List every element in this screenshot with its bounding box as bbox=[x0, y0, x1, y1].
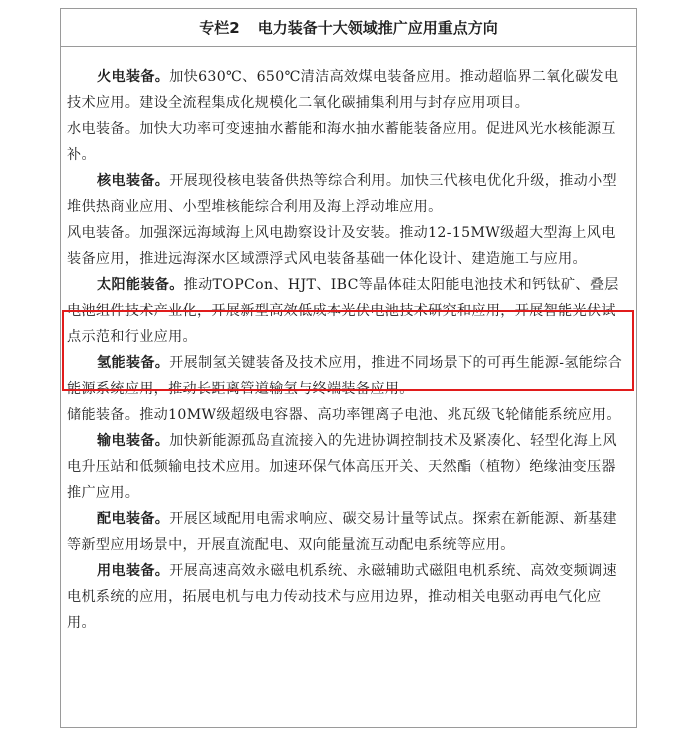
section-distribution bbox=[67, 506, 626, 558]
section-body: 开展现役核电装备供热等综合利用。加快三代核电优化升级，推动小型堆供热商业应用、小型堆核能综合利用及海上浮动堆应用。 bbox=[67, 173, 617, 215]
solar-highlight-frame bbox=[62, 310, 634, 391]
section-body: 水电装备。加快大功率可变速抽水蓄能和海水抽水蓄能装备应用。促进风光水核能源互补。 bbox=[67, 121, 616, 163]
section-energy-storage bbox=[67, 402, 626, 428]
section-heading: 太阳能装备。 bbox=[97, 277, 184, 293]
section-body: 开展制氢关键装备及技术应用，推进不同场景下的可再生能源-氢能综合能源系统应用，推动长距离管道输氢与终端装备应用。 bbox=[67, 355, 623, 397]
section-wind-power bbox=[67, 220, 626, 272]
section-body: 开展高速高效永磁电机系统、永磁辅助式磁阻电机系统、高效变频调速电机系统的应用，拓展电机与电力传动技术与应用边界，推动相关电驱动再电气化应用。 bbox=[67, 563, 617, 631]
section-body: 加快630℃、650℃清洁高效煤电装备应用。推动超临界二氧化碳发电技术应用。建设全流程集成化规模化二氧化碳捕集利用与封存应用项目。 bbox=[67, 69, 619, 111]
section-nuclear-power bbox=[67, 168, 626, 220]
section-body: 开展区域配用电需求响应、碳交易计量等试点。探索在新能源、新基建等新型应用场景中，开展直流配电、双向能量流互动配电系统等应用。 bbox=[67, 511, 617, 553]
section-consumption bbox=[67, 558, 626, 636]
section-body: 推动TOPCon、HJT、IBC等晶体硅太阳能电池技术和钙钛矿、叠层电池组件技术产业化，开展新型高效低成本光伏电池技术研究和应用，开展智能光伏试点示范和行业应用。 bbox=[67, 277, 619, 345]
box-title bbox=[61, 9, 636, 47]
section-body: 加快新能源孤岛直流接入的先进协调控制技术及紧凑化、轻型化海上风电升压站和低频输电技术应用。加速环保气体高压开关、天然酯（植物）绝缘油变压器推广应用。 bbox=[67, 433, 617, 501]
section-heading: 火电装备。 bbox=[97, 69, 170, 85]
section-heading: 输电装备。 bbox=[97, 433, 170, 449]
section-body: 风电装备。加强深远海域海上风电勘察设计及安装。推动12-15MW级超大型海上风电装备应用，推进远海深水区域漂浮式风电装备基础一体化设计、建造施工与应用。 bbox=[67, 225, 616, 267]
section-heading: 配电装备。 bbox=[97, 511, 170, 527]
section-heading: 氢能装备。 bbox=[97, 355, 170, 371]
section-transmission bbox=[67, 428, 626, 506]
section-thermal-power bbox=[67, 64, 626, 116]
section-heading: 核电装备。 bbox=[97, 173, 170, 189]
section-hydro-power bbox=[67, 116, 626, 168]
box-title-label: 专栏2 bbox=[199, 19, 240, 37]
box-title-text: 电力装备十大领域推广应用重点方向 bbox=[257, 19, 498, 37]
section-body: 储能装备。推动10MW级超级电容器、高功率锂离子电池、兆瓦级飞轮储能系统应用。 bbox=[67, 407, 621, 423]
section-heading: 用电装备。 bbox=[97, 563, 170, 579]
